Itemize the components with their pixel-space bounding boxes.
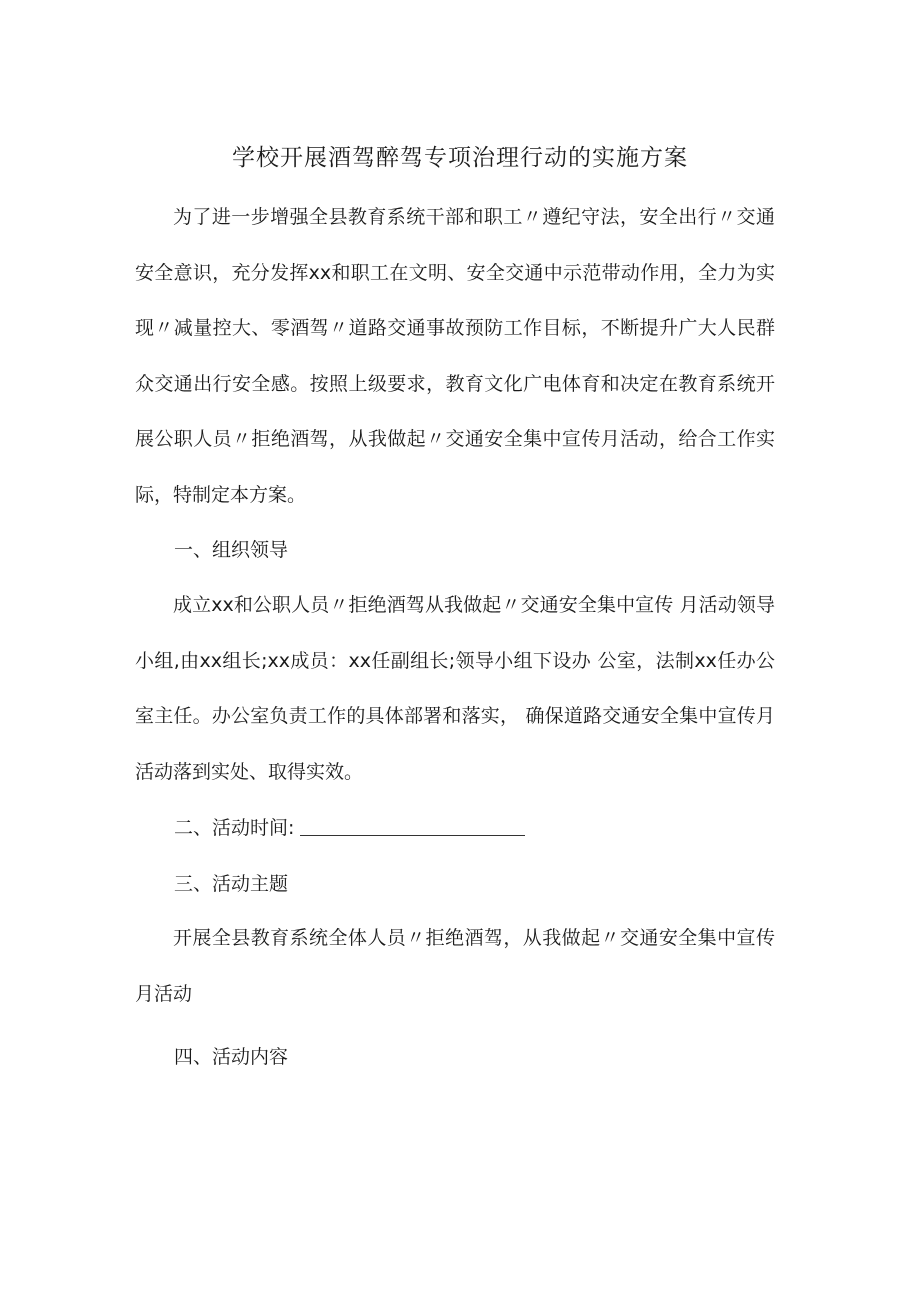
section-heading-organization: 一、组织领导 — [174, 539, 289, 561]
activity-time-label: 二、活动时间: — [174, 817, 295, 839]
activity-time-blank-line — [300, 817, 525, 836]
section-heading-time — [174, 812, 525, 844]
section-heading-theme: 三、活动主题 — [174, 873, 289, 895]
intro-paragraph: 为了进一步增强全县教育系统干部和职工〃遵纪守法，安全出行〃交通安全意识，充分发挥xx和职工在文明、安全交通中示范带动作用，全力为实现〃减量控大、零酒驾〃道路交通事故预防工作目标，不断提升广大人民群众交通出行安全感。按照上级要求，教育文化广电体育和决定在教育系统开展公职人员〃拒绝酒驾，从我做起〃交通安全集中宣传月活动，给合工作实际，特制定本方案。 — [135, 206, 775, 506]
leadership-paragraph: 成立xx和公职人员〃拒绝酒驾从我做起〃交通安全集中宣传 月活动领导小组,由xx组长;xx成员：xx任副组长;领导小组下设办 公室，法制xx任办公室主任。办公室负责工作的具体部署和落实， 确保道路交通安全集中宣传月活动落到实处、取得实效。 — [135, 594, 775, 783]
theme-paragraph: 开展全县教育系统全体人员〃拒绝酒驾，从我做起〃交通安全集中宣传月活动 — [135, 927, 775, 1005]
section-heading-content: 四、活动内容 — [174, 1046, 289, 1068]
document-title: 学校开展酒驾醉驾专项治理行动的实施方案 — [232, 145, 688, 171]
